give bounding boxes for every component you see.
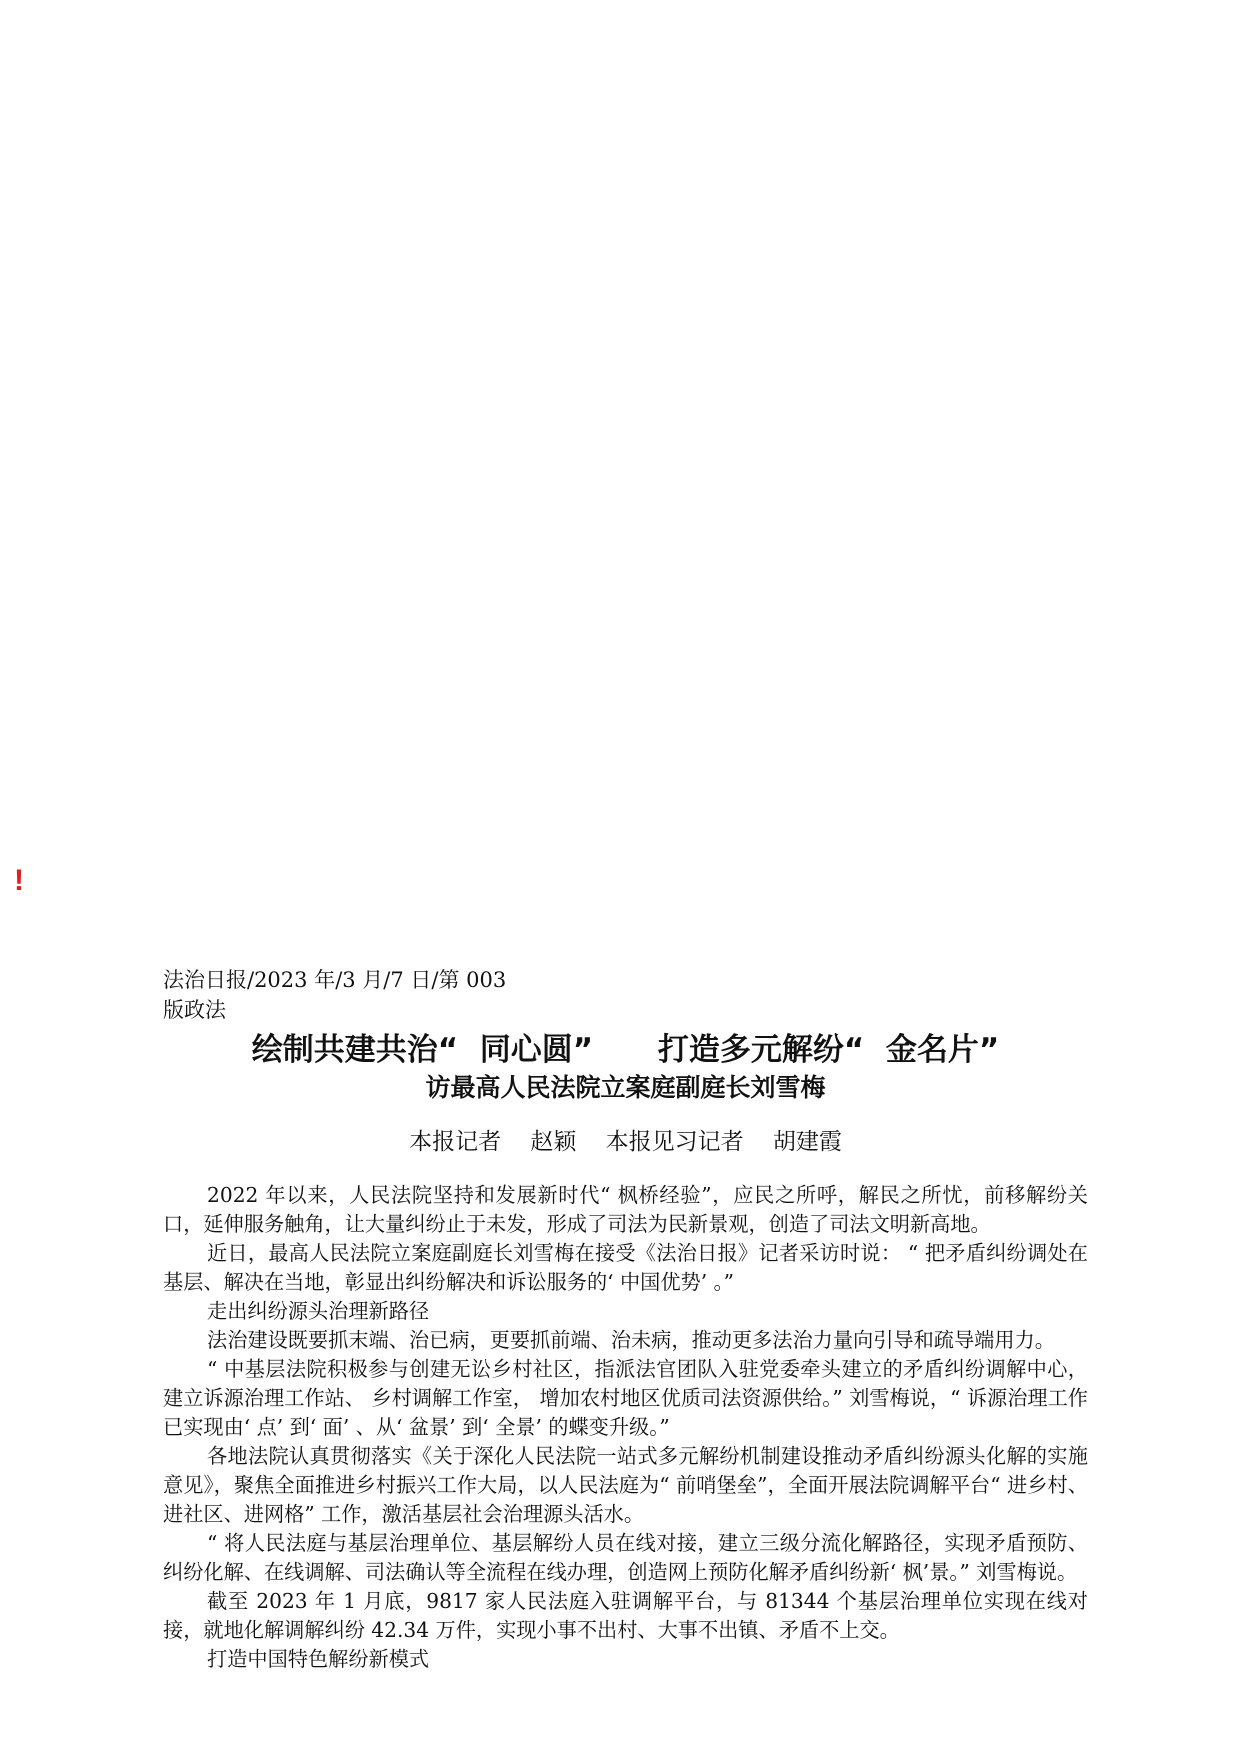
article-title: 绘制共建共治“ 同心圆” 打造多元解纷“ 金名片” [251, 1032, 1000, 1068]
article-body [163, 1181, 1088, 1674]
section-line: 版政法 [163, 998, 226, 1022]
paragraph: 法治建设既要抓末端、治已病，更要抓前端、治未病，推动更多法治力量向引导和疏导端用力。 [207, 1328, 1055, 1352]
paragraph: 2022 年以来，人民法院坚持和发展新时代“ 枫桥经验”，应民之所呼，解民之所忧，前移解纷关口，延伸服务触角，让大量纠纷止于未发，形成了司法为民新景观，创造了司法文明新高地。 [163, 1183, 1088, 1236]
article-document [163, 965, 1088, 1674]
paragraph: 近日，最高人民法院立案庭副庭长刘雪梅在接受《法治日报》记者采访时说： “ 把矛盾纠纷调处在基层、解决在当地，彰显出纠纷解决和诉讼服务的‘ 中国优势’ 。” [163, 1241, 1088, 1294]
paragraph: 截至 2023 年 1 月底，9817 家人民法庭入驻调解平台，与 81344 个基层治理单位实现在线对接，就地化解调解纠纷 42.34 万件，实现小事不出村、大事不出镇、矛盾不上交。 [163, 1589, 1088, 1642]
article-subtitle: 访最高人民法院立案庭副庭长刘雪梅 [425, 1073, 826, 1102]
source-line: 法治日报/2023 年/3 月/7 日/第 003 [163, 968, 507, 992]
paragraph: 各地法院认真贯彻落实《关于深化人民法院一站式多元解纷机制建设推动矛盾纠纷源头化解的实施意见》，聚焦全面推进乡村振兴工作大局，以人民法庭为“ 前哨堡垒”，全面开展法院调解平台“ 进乡村、进社区、进网格” 工作，激活基层社会治理源头活水。 [163, 1444, 1088, 1526]
section-heading: 走出纠纷源头治理新路径 [207, 1299, 430, 1323]
red-exclamation-mark: ! [14, 864, 24, 897]
paragraph: “ 将人民法庭与基层治理单位、基层解纷人员在线对接，建立三级分流化解路径，实现矛盾预防、纠纷化解、在线调解、司法确认等全流程在线办理，创造网上预防化解矛盾纠纷新‘ 枫’景。” 刘雪梅说。 [163, 1531, 1088, 1584]
paragraph: “ 中基层法院积极参与创建无讼乡村社区，指派法官团队入驻党委牵头建立的矛盾纠纷调解中心， 建立诉源治理工作站、 乡村调解工作室， 增加农村地区优质司法资源供给。” 刘雪梅说，“ 诉源治理工作已实现由‘ 点’ 到‘ 面’ 、从‘ 盆景’ 到‘ 全景’ 的蝶变升级。” [163, 1357, 1088, 1439]
byline: 本报记者 赵颖 本报见习记者 胡建霞 [409, 1129, 842, 1155]
section-heading: 打造中国特色解纷新模式 [207, 1647, 430, 1671]
